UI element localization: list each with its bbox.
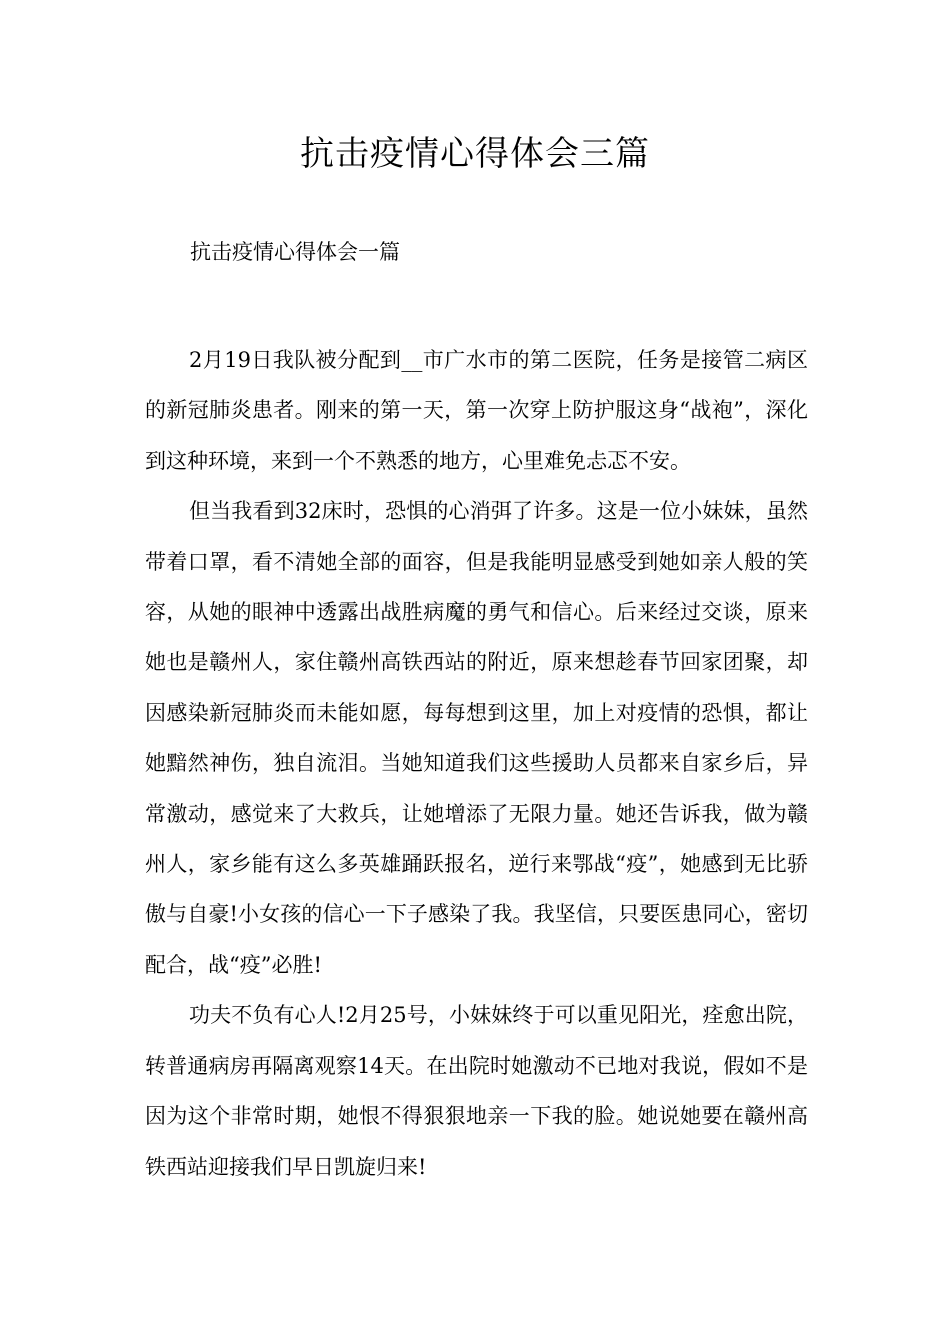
section-heading: 抗击疫情心得体会一篇 <box>190 240 400 264</box>
paragraph-3: 功夫不负有心人!2月25号，小妹妹终于可以重见阳光，痊愈出院，转普通病房再隔离观察14天。在出院时她激动不已地对我说，假如不是因为这个非常时期，她恨不得狠狠地亲一下我的脸。她说她要在赣州高铁西站迎接我们早日凯旋归来! <box>145 1003 808 1179</box>
paragraph-2: 但当我看到32床时，恐惧的心消弭了许多。这是一位小妹妹，虽然带着口罩，看不清她全部的面容，但是我能明显感受到她如亲人般的笑容，从她的眼神中透露出战胜病魔的勇气和信心。后来经过交谈，原来她也是赣州人，家住赣州高铁西站的附近，原来想趁春节回家团聚，却因感染新冠肺炎而未能如愿，每每想到这里，加上对疫情的恐惧，都让她黯然神伤，独自流泪。当她知道我们这些援助人员都来自家乡后，异常激动，感觉来了大救兵，让她增添了无限力量。她还告诉我，做为赣州人，家乡能有这么多英雄踊跃报名，逆行来鄂战“疫”，她感到无比骄傲与自豪!小女孩的信心一下子感染了我。我坚信，只要医患同心，密切配合，战“疫”必胜! <box>145 499 808 977</box>
paragraph-1: 2月19日我队被分配到__市广水市的第二医院，任务是接管二病区的新冠肺炎患者。刚来的第一天，第一次穿上防护服这身“战袍”，深化到这种环境，来到一个不熟悉的地方，心里难免忐忑不安。 <box>145 348 808 473</box>
document-title: 抗击疫情心得体会三篇 <box>300 134 650 174</box>
document-body <box>145 335 808 1192</box>
